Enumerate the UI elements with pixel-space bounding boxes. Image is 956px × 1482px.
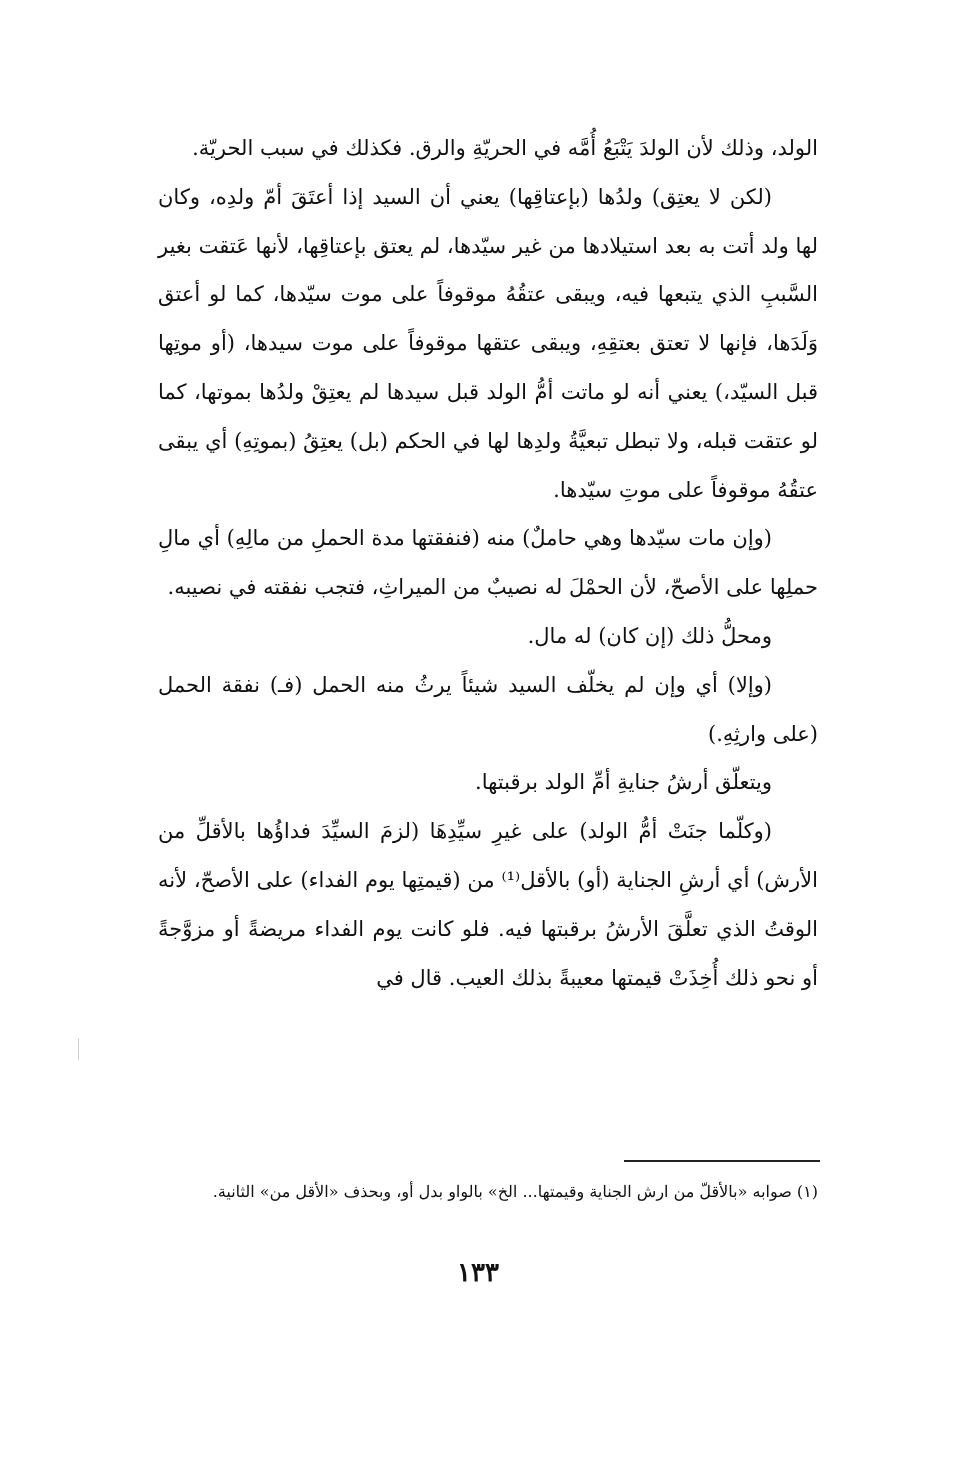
margin-mark — [78, 1038, 79, 1060]
paragraph-5: (وإلا) أي وإن لم يخلّف السيد شيئاً يرثُ منه الحمل (فـ) نفقة الحمل (على وارثِهِ.) — [158, 672, 818, 746]
paragraph-6: ويتعلّق أرشُ جنايةِ أمِّ الولد برقبتها. — [475, 770, 772, 795]
footnote — [158, 1177, 818, 1206]
footnote-separator — [624, 1160, 820, 1162]
main-text — [158, 124, 818, 1002]
footnote-text: (١) صوابه «بالأقلّ من ارش الجناية وقيمتها... الخ» بالواو بدل أو، وبحذف «الأقل من» الثانية. — [212, 1182, 818, 1201]
paragraph-7: (وكلّما جنَتْ أمُّ الولد) على غيرِ سيِّدِهَا (لزمَ السيِّدَ فداؤُها بالأقلِّ من الأرش) أي أرشِ الجناية (أو) بالأقل⁽¹⁾ من (قيمتِها يوم الفداء) على الأصحّ، لأنه الوقتُ الذي تعلَّقَ الأرشُ برقبتها فيه. فلو كانت يوم الفداء مريضةً أو مزوَّجةً أو نحو ذلك أُخِذَتْ قيمتها معيبةً بذلك العيب. قال في — [158, 819, 818, 990]
paragraph-1: الولد، وذلك لأن الولدَ يَتْبَعُ أُمَّه في الحريّةِ والرق. فكذلك في سبب الحريّة. — [192, 136, 818, 160]
paragraph-2: (لكن لا يعتِق) ولدُها (بإعتاقِها) يعني أن السيد إذا أعتَقَ أمّ ولدِه، وكان لها ولد أتت به بعد استيلادها من غير سيّدها، لم يعتق بإعتاقِها، لأنها عَتقت بغير السَّببِ الذي يتبعها فيه، ويبقى عتقُهُ موقوفاً على موت سيّدها، كما لو أعتق وَلَدَها، فإنها لا تعتق بعتقِهِ، ويبقى عتقها موقوفاً على موت سيدها، (أو موتِها قبل السيّد،) يعني أنه لو ماتت أمُّ الولد قبل سيدها لم يعتِقْ ولدُها بموتها، كما لو عتقت قبله، ولا تبطل تبعيَّةُ ولدِها لها في الحكم (بل) يعتِقُ (بموتِهِ) أي يبقى عتقُهُ موقوفاً على موتِ سيّدها. — [158, 184, 818, 502]
paragraph-4: ومحلُّ ذلك (إن كان) له مال. — [527, 623, 772, 648]
paragraph-3: (وإن مات سيّدها وهي حاملٌ) منه (فنفقتها مدة الحملِ من مالِهِ) أي مالِ حملِها على الأصحّ، لأن الحمْلَ له نصيبٌ من الميراثِ، فتجب نفقته في نصيبه. — [158, 526, 818, 600]
page-number: ١٣٣ — [457, 1258, 499, 1288]
